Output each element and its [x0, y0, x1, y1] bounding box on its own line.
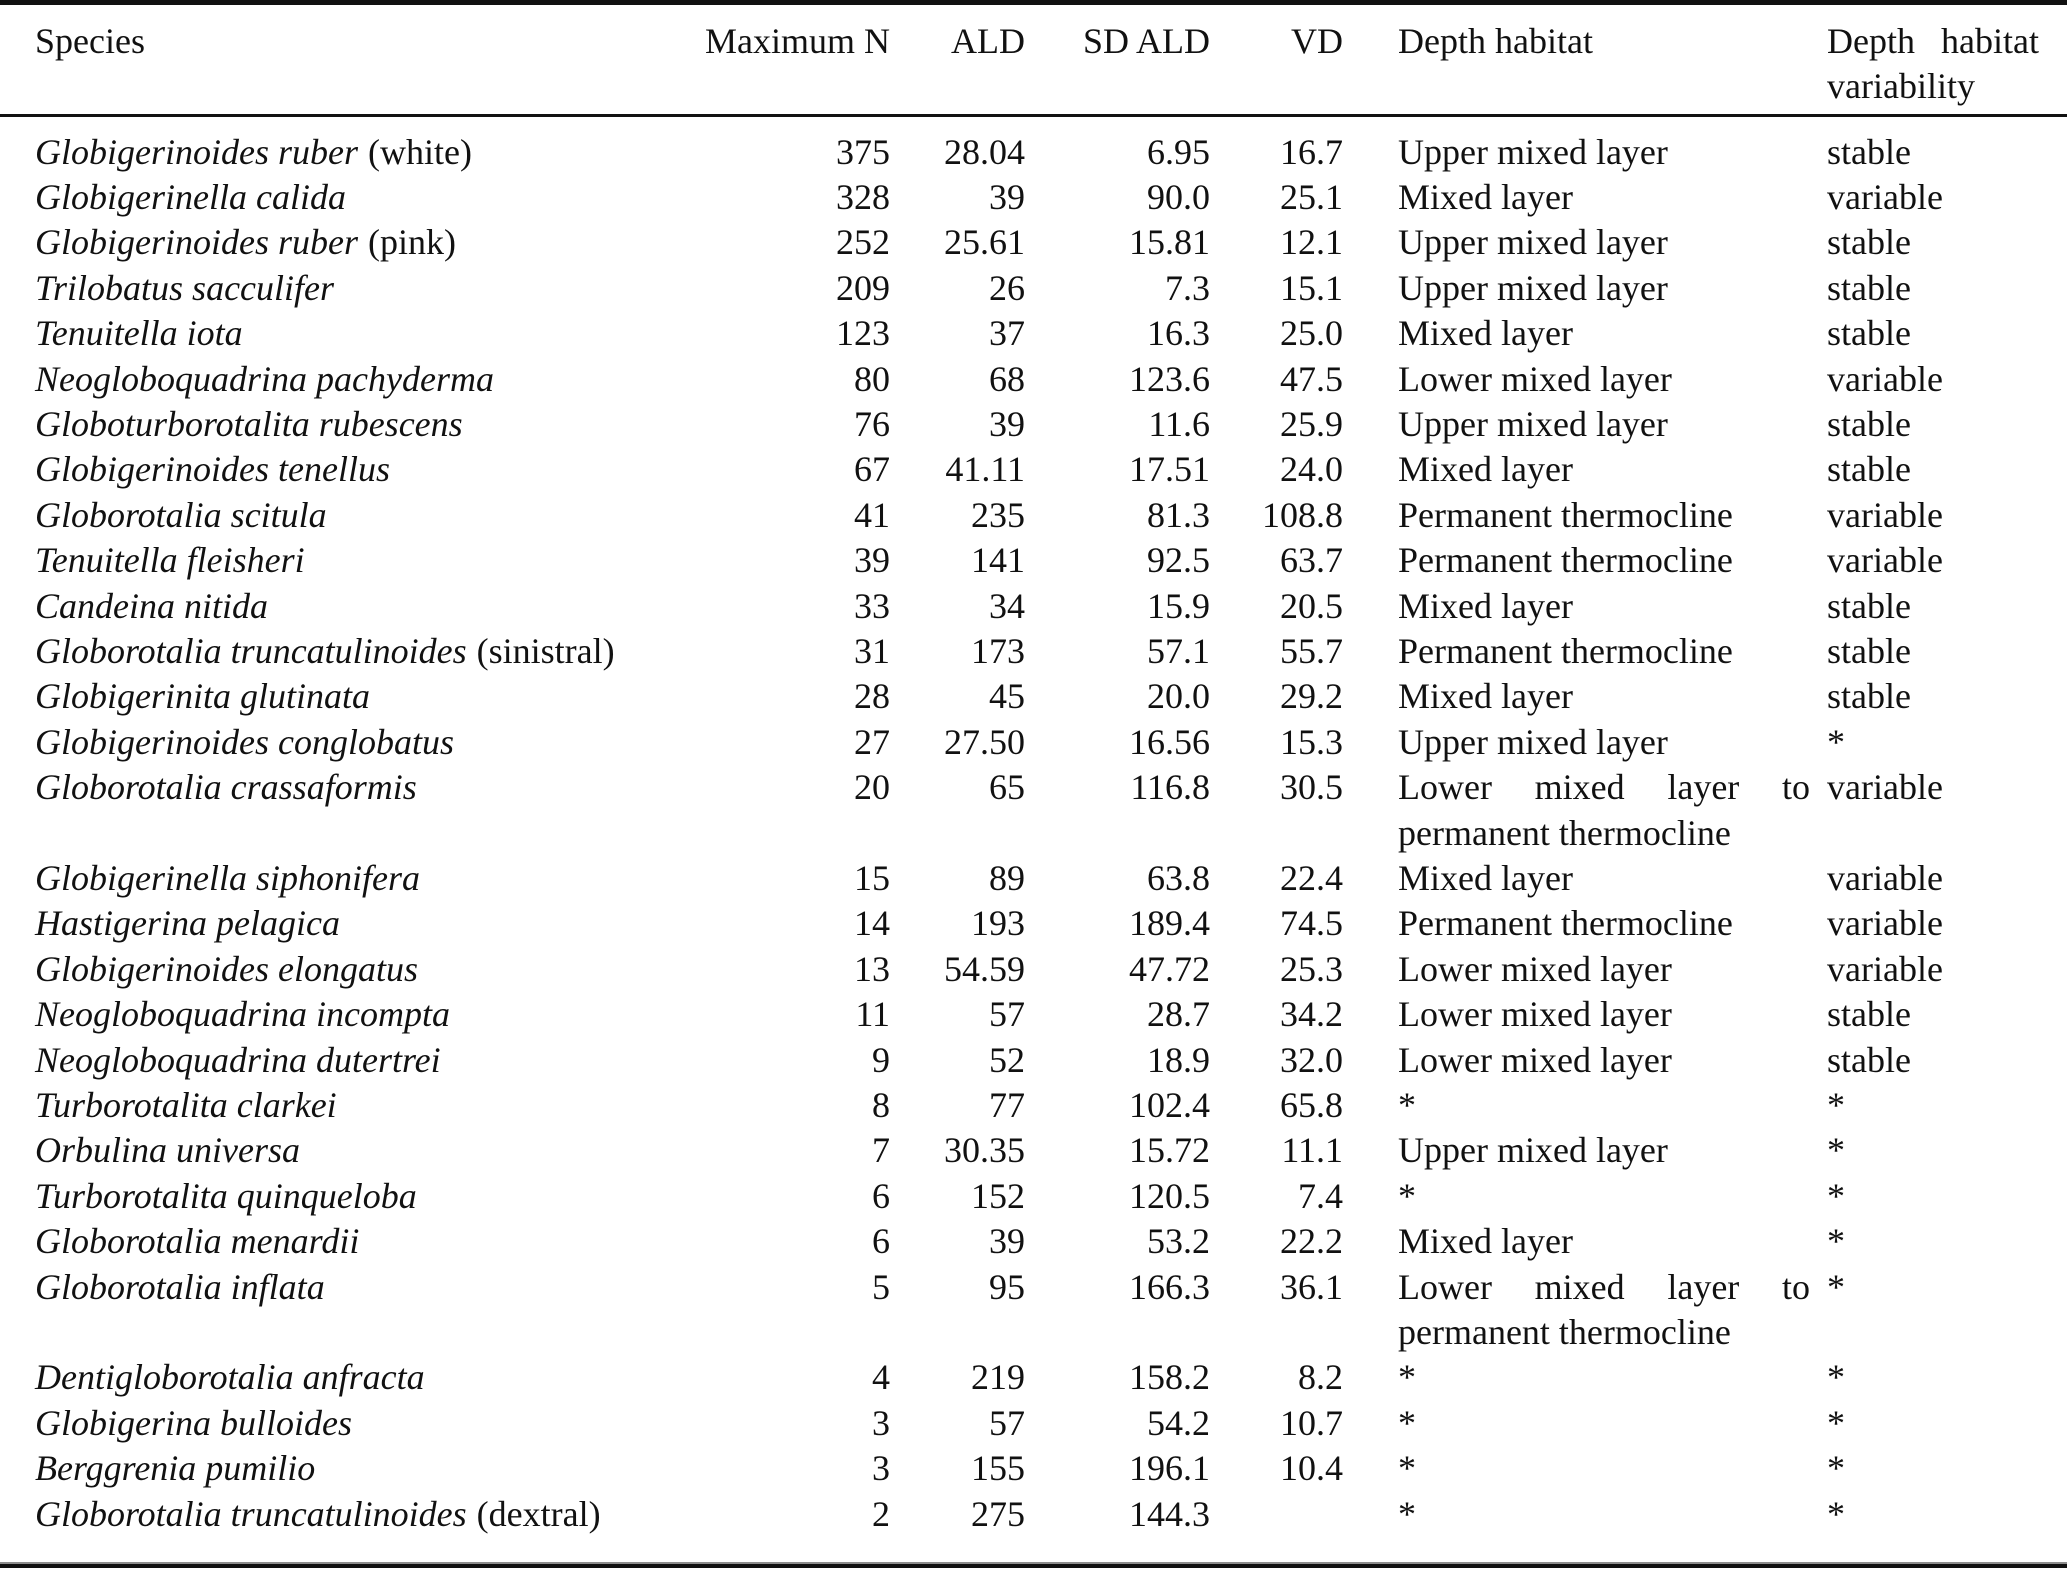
- species-name: Tenuitella iota: [35, 313, 243, 354]
- species-name: Neogloboquadrina pachyderma: [35, 358, 494, 399]
- sd-ald-cell: 7.3: [1165, 267, 1210, 308]
- species-qualifier: (sinistral): [476, 630, 615, 671]
- variability-cell: variable: [1827, 948, 1943, 989]
- ald-cell: 39: [989, 403, 1025, 444]
- table-row: [0, 1174, 2067, 1219]
- ald-cell: 193: [971, 903, 1025, 944]
- max-n-cell: 8: [872, 1085, 890, 1126]
- ald-cell: 68: [989, 358, 1025, 399]
- depth-habitat-cell: Upper mixed layer: [1398, 222, 1668, 263]
- depth-habitat-cell: Permanent thermocline: [1398, 494, 1733, 535]
- sd-ald-cell: 28.7: [1147, 994, 1210, 1035]
- ald-cell: 28.04: [944, 131, 1025, 172]
- sd-ald-cell: 63.8: [1147, 858, 1210, 898]
- table-row: [0, 765, 2067, 856]
- table-row: [0, 856, 2067, 901]
- depth-habitat-cell: *: [1398, 1493, 1416, 1534]
- table-row: [0, 947, 2067, 992]
- ald-cell: 30.35: [944, 1130, 1025, 1171]
- table-row: [0, 992, 2067, 1037]
- vd-cell: 20.5: [1280, 585, 1343, 626]
- vd-cell: 55.7: [1280, 630, 1343, 671]
- vd-cell: 8.2: [1298, 1357, 1343, 1398]
- table-row: [0, 115, 2067, 175]
- vd-cell: 47.5: [1280, 358, 1343, 399]
- vd-cell: 11.1: [1281, 1130, 1343, 1171]
- column-header-sd-ald: SD ALD: [1025, 5, 1210, 115]
- sd-ald-cell: 16.56: [1129, 721, 1210, 762]
- table-bottom-rule: [0, 1562, 2067, 1568]
- ald-cell: 95: [989, 1266, 1025, 1307]
- max-n-cell: 13: [854, 948, 890, 989]
- variability-cell: stable: [1827, 222, 1911, 263]
- sd-ald-cell: 116.8: [1130, 767, 1210, 808]
- sd-ald-cell: 18.9: [1147, 1039, 1210, 1080]
- species-cell: [0, 447, 700, 492]
- max-n-cell: 7: [872, 1130, 890, 1171]
- max-n-cell: 41: [854, 494, 890, 535]
- depth-habitat-cell: Upper mixed layer: [1398, 267, 1668, 308]
- species-cell: [0, 1355, 700, 1400]
- species-cell: [0, 720, 700, 765]
- species-cell: [0, 1265, 700, 1356]
- depth-habitat-cell: Lower mixed layer: [1398, 358, 1672, 399]
- sd-ald-cell: 144.3: [1129, 1493, 1210, 1534]
- vd-cell: 7.4: [1298, 1175, 1343, 1216]
- depth-habitat-cell: *: [1398, 1085, 1416, 1126]
- variability-cell: stable: [1827, 313, 1911, 354]
- species-cell: [0, 629, 700, 674]
- max-n-cell: 328: [836, 176, 890, 217]
- ald-cell: 235: [971, 494, 1025, 535]
- sd-ald-cell: 6.95: [1147, 131, 1210, 172]
- max-n-cell: 252: [836, 222, 890, 263]
- species-cell: [0, 901, 700, 946]
- sd-ald-cell: 47.72: [1129, 948, 1210, 989]
- variability-cell: *: [1827, 721, 1845, 762]
- ald-cell: 37: [989, 313, 1025, 354]
- species-cell: [0, 1492, 700, 1537]
- sd-ald-cell: 15.9: [1147, 585, 1210, 626]
- species-cell: [0, 992, 700, 1037]
- species-name: Tenuitella fleisheri: [35, 540, 305, 581]
- vd-cell: 15.1: [1280, 267, 1343, 308]
- vd-cell: 34.2: [1280, 994, 1343, 1035]
- table-body: [0, 115, 2067, 1537]
- table-row: [0, 1219, 2067, 1264]
- species-name: Globigerinoides tenellus: [35, 449, 390, 490]
- vd-cell: 25.0: [1280, 313, 1343, 354]
- variability-cell: *: [1827, 1448, 1845, 1489]
- species-name: Globigerina bulloides: [35, 1402, 352, 1443]
- table-row: [0, 584, 2067, 629]
- depth-habitat-cell: Permanent thermocline: [1398, 540, 1733, 581]
- species-name: Turborotalita quinqueloba: [35, 1175, 417, 1216]
- ald-cell: 41.11: [945, 449, 1025, 490]
- species-depth-habitat-table: [0, 5, 2067, 1537]
- max-n-cell: 20: [854, 767, 890, 808]
- species-cell: [0, 402, 700, 447]
- max-n-cell: 15: [854, 858, 890, 898]
- column-header-depth-habitat-variability: Depth habitat variability: [1810, 5, 2067, 115]
- depth-habitat-cell: Mixed layer: [1398, 858, 1573, 898]
- vd-cell: 15.3: [1280, 721, 1343, 762]
- column-header-species: Species: [0, 5, 700, 115]
- species-name: Dentigloborotalia anfracta: [35, 1357, 425, 1398]
- depth-habitat-cell: Upper mixed layer: [1398, 403, 1668, 444]
- species-cell: [0, 1219, 700, 1264]
- species-name: Candeina nitida: [35, 585, 268, 626]
- species-name: Berggrenia pumilio: [35, 1448, 316, 1489]
- table-row: [0, 175, 2067, 220]
- species-name: Orbulina universa: [35, 1130, 300, 1171]
- species-cell: [0, 493, 700, 538]
- vd-cell: 25.3: [1280, 948, 1343, 989]
- species-cell: [0, 1128, 700, 1173]
- table-row: [0, 1492, 2067, 1537]
- vd-cell: 108.8: [1262, 494, 1343, 535]
- table-row: [0, 447, 2067, 492]
- depth-habitat-cell: *: [1398, 1357, 1416, 1398]
- variability-cell: variable: [1827, 358, 1943, 399]
- sd-ald-cell: 17.51: [1129, 449, 1210, 490]
- variability-cell: variable: [1827, 858, 1943, 898]
- depth-habitat-cell: Lower mixed layer: [1398, 994, 1672, 1035]
- table-row: [0, 1128, 2067, 1173]
- depth-habitat-cell: Mixed layer: [1398, 313, 1573, 354]
- vd-cell: 29.2: [1280, 676, 1343, 717]
- depth-habitat-cell: Mixed layer: [1398, 585, 1573, 626]
- table-row: [0, 266, 2067, 311]
- column-header-maximum-n: Maximum N: [700, 5, 890, 115]
- vd-cell: 22.2: [1280, 1221, 1343, 1262]
- species-name: Globigerinella siphonifera: [35, 858, 420, 898]
- table-row: [0, 629, 2067, 674]
- variability-cell: variable: [1827, 494, 1943, 535]
- ald-cell: 219: [971, 1357, 1025, 1398]
- depth-habitat-cell: Permanent thermocline: [1398, 903, 1733, 944]
- species-cell: [0, 1038, 700, 1083]
- sd-ald-cell: 120.5: [1129, 1175, 1210, 1216]
- variability-cell: *: [1827, 1085, 1845, 1126]
- ald-cell: 89: [989, 858, 1025, 898]
- sd-ald-cell: 15.81: [1129, 222, 1210, 263]
- table-row: [0, 311, 2067, 356]
- ald-cell: 39: [989, 176, 1025, 217]
- table-row: [0, 1401, 2067, 1446]
- depth-habitat-cell: Permanent thermocline: [1398, 630, 1733, 671]
- sd-ald-cell: 11.6: [1148, 403, 1210, 444]
- max-n-cell: 5: [872, 1266, 890, 1307]
- species-name: Globigerinella calida: [35, 176, 346, 217]
- depth-habitat-cell: Upper mixed layer: [1398, 131, 1668, 172]
- table-row: [0, 901, 2067, 946]
- max-n-cell: 39: [854, 540, 890, 581]
- sd-ald-cell: 81.3: [1147, 494, 1210, 535]
- max-n-cell: 9: [872, 1039, 890, 1080]
- variability-cell: *: [1827, 1493, 1845, 1534]
- ald-cell: 57: [989, 994, 1025, 1035]
- vd-cell: 36.1: [1280, 1266, 1343, 1307]
- depth-habitat-cell: Upper mixed layer: [1398, 721, 1668, 762]
- ald-cell: 173: [971, 630, 1025, 671]
- variability-cell: *: [1827, 1221, 1845, 1262]
- vd-cell: 24.0: [1280, 449, 1343, 490]
- table-header: [0, 5, 2067, 115]
- ald-cell: 141: [971, 540, 1025, 581]
- species-name: Globigerinoides ruber: [35, 222, 358, 263]
- species-name: Hastigerina pelagica: [35, 903, 340, 944]
- variability-cell: stable: [1827, 994, 1911, 1035]
- variability-cell: variable: [1827, 176, 1943, 217]
- max-n-cell: 123: [836, 313, 890, 354]
- species-name: Turborotalita clarkei: [35, 1085, 337, 1126]
- species-name: Trilobatus sacculifer: [35, 267, 335, 308]
- sd-ald-cell: 158.2: [1129, 1357, 1210, 1398]
- variability-cell: stable: [1827, 449, 1911, 490]
- ald-cell: 26: [989, 267, 1025, 308]
- table-row: [0, 220, 2067, 265]
- max-n-cell: 31: [854, 630, 890, 671]
- species-name: Globorotalia truncatulinoides: [35, 630, 467, 671]
- ald-cell: 45: [989, 676, 1025, 717]
- species-name: Globorotalia scitula: [35, 494, 327, 535]
- column-header-vd: VD: [1210, 5, 1343, 115]
- variability-cell: *: [1827, 1357, 1845, 1398]
- species-cell: [0, 220, 700, 265]
- ald-cell: 77: [989, 1085, 1025, 1126]
- ald-cell: 275: [971, 1493, 1025, 1534]
- species-cell: [0, 266, 700, 311]
- sd-ald-cell: 189.4: [1129, 903, 1210, 944]
- table-row: [0, 538, 2067, 583]
- ald-cell: 52: [989, 1039, 1025, 1080]
- depth-habitat-cell: Upper mixed layer: [1398, 1130, 1668, 1171]
- sd-ald-cell: 20.0: [1147, 676, 1210, 717]
- species-cell: [0, 175, 700, 220]
- sd-ald-cell: 57.1: [1147, 630, 1210, 671]
- species-name: Neogloboquadrina incompta: [35, 994, 450, 1035]
- depth-habitat-cell: Mixed layer: [1398, 449, 1573, 490]
- vd-cell: 22.4: [1280, 858, 1343, 898]
- species-cell: [0, 357, 700, 402]
- table-row: [0, 357, 2067, 402]
- ald-cell: 34: [989, 585, 1025, 626]
- table-row: [0, 674, 2067, 719]
- ald-cell: 54.59: [944, 948, 1025, 989]
- variability-cell: stable: [1827, 585, 1911, 626]
- species-cell: [0, 856, 700, 901]
- ald-cell: 152: [971, 1175, 1025, 1216]
- max-n-cell: 14: [854, 903, 890, 944]
- max-n-cell: 76: [854, 403, 890, 444]
- max-n-cell: 6: [872, 1221, 890, 1262]
- max-n-cell: 3: [872, 1448, 890, 1489]
- column-header-depth-habitat: Depth habitat: [1343, 5, 1810, 115]
- column-header-ald: ALD: [890, 5, 1025, 115]
- max-n-cell: 28: [854, 676, 890, 717]
- table-row: [0, 1355, 2067, 1400]
- depth-habitat-cell: Lower mixed layer: [1398, 948, 1672, 989]
- species-name: Globigerinoides conglobatus: [35, 721, 454, 762]
- species-name: Globoturborotalita rubescens: [35, 403, 463, 444]
- sd-ald-cell: 196.1: [1129, 1448, 1210, 1489]
- vd-cell: 25.9: [1280, 403, 1343, 444]
- depth-habitat-cell: *: [1398, 1402, 1416, 1443]
- species-qualifier: (dextral): [476, 1493, 601, 1534]
- table-row: [0, 720, 2067, 765]
- variability-cell: stable: [1827, 676, 1911, 717]
- table-row: [0, 402, 2067, 447]
- variability-cell: stable: [1827, 630, 1911, 671]
- species-name: Globorotalia truncatulinoides: [35, 1493, 467, 1534]
- table-row: [0, 1083, 2067, 1128]
- species-cell: [0, 311, 700, 356]
- vd-cell: 74.5: [1280, 903, 1343, 944]
- ald-cell: 65: [989, 767, 1025, 808]
- depth-habitat-cell: *: [1398, 1448, 1416, 1489]
- vd-cell: 25.1: [1280, 176, 1343, 217]
- species-name: Globigerinoides elongatus: [35, 948, 418, 989]
- max-n-cell: 67: [854, 449, 890, 490]
- max-n-cell: 11: [855, 994, 890, 1035]
- depth-habitat-cell: *: [1398, 1175, 1416, 1216]
- max-n-cell: 3: [872, 1402, 890, 1443]
- vd-cell: 30.5: [1280, 767, 1343, 808]
- species-name: Globigerinita glutinata: [35, 676, 371, 717]
- variability-cell: *: [1827, 1402, 1845, 1443]
- sd-ald-cell: 166.3: [1129, 1266, 1210, 1307]
- variability-cell: *: [1827, 1130, 1845, 1171]
- variability-cell: stable: [1827, 131, 1911, 172]
- species-cell: [0, 584, 700, 629]
- table-row: [0, 1446, 2067, 1491]
- max-n-cell: 6: [872, 1175, 890, 1216]
- depth-habitat-cell: Lower mixed layer to permanent thermocline: [1398, 767, 1810, 853]
- variability-cell: *: [1827, 1175, 1845, 1216]
- sd-ald-cell: 54.2: [1147, 1402, 1210, 1443]
- sd-ald-cell: 123.6: [1129, 358, 1210, 399]
- species-cell: [0, 1083, 700, 1128]
- max-n-cell: 2: [872, 1493, 890, 1534]
- ald-cell: 27.50: [944, 721, 1025, 762]
- vd-cell: [1210, 1492, 1343, 1537]
- max-n-cell: 33: [854, 585, 890, 626]
- variability-cell: stable: [1827, 403, 1911, 444]
- table-row: [0, 1265, 2067, 1356]
- vd-cell: 65.8: [1280, 1085, 1343, 1126]
- ald-cell: 39: [989, 1221, 1025, 1262]
- sd-ald-cell: 15.72: [1129, 1130, 1210, 1171]
- max-n-cell: 27: [854, 721, 890, 762]
- species-qualifier: (pink): [367, 222, 456, 263]
- vd-cell: 10.4: [1280, 1448, 1343, 1489]
- variability-cell: variable: [1827, 903, 1943, 944]
- sd-ald-cell: 102.4: [1129, 1085, 1210, 1126]
- sd-ald-cell: 90.0: [1147, 176, 1210, 217]
- species-cell: [0, 115, 700, 175]
- depth-habitat-cell: Mixed layer: [1398, 1221, 1573, 1262]
- ald-cell: 25.61: [944, 222, 1025, 263]
- vd-cell: 12.1: [1280, 222, 1343, 263]
- ald-cell: 57: [989, 1402, 1025, 1443]
- species-cell: [0, 1174, 700, 1219]
- species-name: Globorotalia menardii: [35, 1221, 360, 1262]
- variability-cell: stable: [1827, 1039, 1911, 1080]
- variability-cell: stable: [1827, 267, 1911, 308]
- header-row: [0, 5, 2067, 115]
- species-cell: [0, 1401, 700, 1446]
- species-name: Globorotalia crassaformis: [35, 767, 417, 808]
- depth-habitat-cell: Lower mixed layer to permanent thermocline: [1398, 1266, 1810, 1353]
- species-name: Globorotalia inflata: [35, 1266, 325, 1307]
- max-n-cell: 80: [854, 358, 890, 399]
- vd-cell: 63.7: [1280, 540, 1343, 581]
- table-row: [0, 1038, 2067, 1083]
- max-n-cell: 375: [836, 131, 890, 172]
- species-cell: [0, 538, 700, 583]
- depth-habitat-cell: Lower mixed layer: [1398, 1039, 1672, 1080]
- species-name: Globigerinoides ruber: [35, 131, 358, 172]
- variability-cell: variable: [1827, 767, 1943, 808]
- species-cell: [0, 1446, 700, 1491]
- depth-habitat-cell: Mixed layer: [1398, 676, 1573, 717]
- sd-ald-cell: 53.2: [1147, 1221, 1210, 1262]
- max-n-cell: 4: [872, 1357, 890, 1398]
- variability-cell: *: [1827, 1266, 1845, 1307]
- vd-cell: 16.7: [1280, 131, 1343, 172]
- variability-cell: variable: [1827, 540, 1943, 581]
- species-name: Neogloboquadrina dutertrei: [35, 1039, 441, 1080]
- species-qualifier: (white): [367, 131, 472, 172]
- vd-cell: 32.0: [1280, 1039, 1343, 1080]
- max-n-cell: 209: [836, 267, 890, 308]
- depth-habitat-cell: Mixed layer: [1398, 176, 1573, 217]
- species-cell: [0, 765, 700, 856]
- species-cell: [0, 674, 700, 719]
- table-row: [0, 493, 2067, 538]
- species-cell: [0, 947, 700, 992]
- sd-ald-cell: 92.5: [1147, 540, 1210, 581]
- sd-ald-cell: 16.3: [1147, 313, 1210, 354]
- ald-cell: 155: [971, 1448, 1025, 1489]
- vd-cell: 10.7: [1280, 1402, 1343, 1443]
